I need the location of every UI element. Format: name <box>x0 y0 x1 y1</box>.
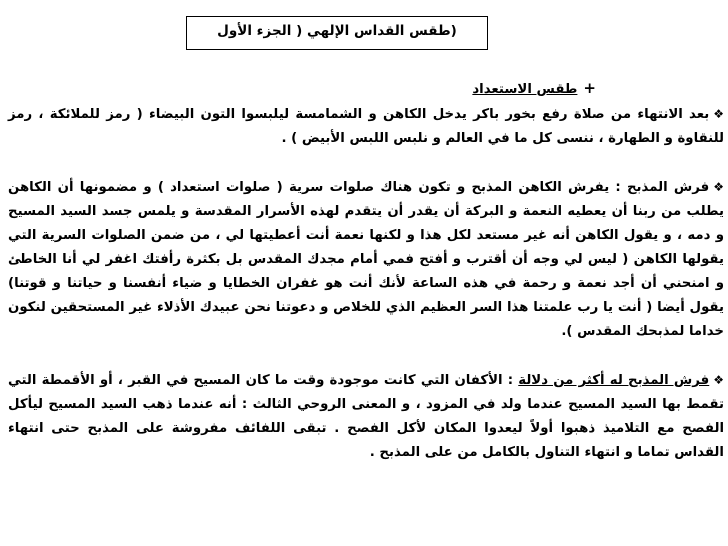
paragraph-colon: : <box>502 373 519 388</box>
paragraph-text: فرش المذبح : يفرش الكاهن المذبح و تكون هناك صلوات سرية ( صلوات استعداد ) و مضمونها أن الكاهن يطلب من ربنا أن يعطيه النعمة و البركة أن يقدر أن يتقدم لهذه الأسرار المقدسة و يلمس جسد السيد المسيح و دمه ، و يقول الكاهن أنه غير مستعد لكل هذا و لكنها نعمة أنت أعطيتها لي ، من ضمن الصلوات السرية التي يقولها الكاهن ( ليس لي وجه أن أقترب و أفتح فمي أمام مجدك المقدس بل بكثرة رأفتك اغفر لي أنا الخاطئ و امنحني أن أجد نعمة و رحمة في هذه الساعة لأنك أنت هو غفران الخطايا و ضياء أنفسنا و حياتنا و قوتنا) يقول أيضا ( أنت يا رب علمتنا هذا السر العظيم الذي للخلاص و دعوتنا نحن عبيدك الأذلاء غير المستحقين لنكون خداما لمذبحك المقدس ). <box>8 180 724 339</box>
diamond-bullet-icon: ❖ <box>713 180 724 194</box>
diamond-bullet-icon: ❖ <box>713 373 724 387</box>
paragraph-spacer <box>8 151 724 175</box>
paragraph-text: الأكفان التي كانت موجودة وقت ما كان المسيح في القبر ، أو الأقمطة التي تقمط بها السيد المسيح عندما ولد في المزود ، و المعنى الروحي الثالث : أنه عندما ذهب السيد المسيح ليأكل الفصح مع التلاميذ ذهبوا أولاً ليعدوا المكان لأكل الفصح . تبقى اللفائف مفروشة على المذبح حتى انتهاء القداس تماما و انتهاء التناول بالكامل من على المذبح . <box>8 373 724 460</box>
plus-bullet: + <box>583 79 596 97</box>
paragraph-spacer <box>8 344 724 368</box>
page-title: (طقس القداس الإلهي ( الجزء الأول <box>217 23 457 39</box>
diamond-bullet-icon: ❖ <box>713 107 724 121</box>
paragraph-underlined-lead: فرش المذبح له أكثر من دلالة <box>518 373 710 388</box>
paragraph-altar-covering <box>8 175 724 344</box>
document-body <box>8 76 724 465</box>
page-title-box <box>186 16 488 50</box>
section-heading-text: طقس الاستعداد <box>472 82 578 97</box>
paragraph-altar-meaning <box>8 368 724 465</box>
paragraph-text: بعد الانتهاء من صلاة رفع بخور باكر يدخل الكاهن و الشمامسة ليلبسوا التون البيضاء ( رمز للملائكة ، رمز للنقاوة و الطهارة ، ننسى كل ما في العالم و نلبس اللبس الأبيض ) . <box>8 107 724 146</box>
section-heading <box>8 76 724 102</box>
paragraph-preparation <box>8 102 724 151</box>
